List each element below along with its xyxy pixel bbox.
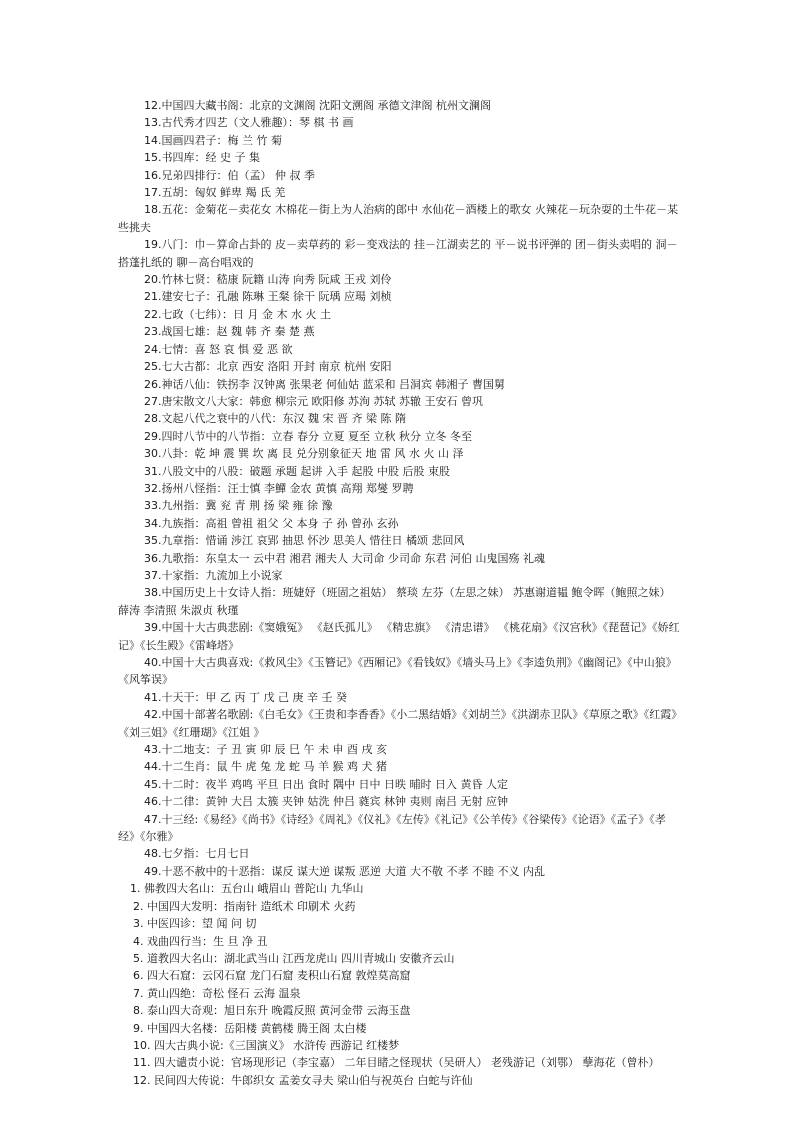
list-item: 23.战国七雄：赵 魏 韩 齐 秦 楚 燕 — [144, 325, 315, 339]
list-item: 29.四时八节中的八节指：立春 春分 立夏 夏至 立秋 秋分 立冬 冬至 — [144, 429, 472, 443]
list-item: 15.书四库：经 史 子 集 — [144, 151, 260, 165]
list-item: 46.十二律：黄钟 大吕 太簇 夹钟 姑洗 仲吕 蕤宾 林钟 夷则 南吕 无射 应钟 — [144, 795, 508, 809]
list-item: 26.神话八仙：铁拐李 汉钟离 张果老 何仙姑 蓝采和 吕洞宾 韩湘子 曹国舅 — [144, 377, 505, 391]
list-item: 14.国画四君子：梅 兰 竹 菊 — [144, 133, 282, 147]
list-item: 5. 道教四大名山：湖北武当山 江西龙虎山 四川青城山 安徽齐云山 — [133, 951, 455, 965]
list-item: 2. 中国四大发明：指南针 造纸术 印刷术 火药 — [133, 899, 356, 913]
list-item: 38.中国历史上十女诗人指：班婕妤（班固之祖姑） 蔡琰 左芬（左思之妹） 苏惠谢道韫 鲍令晖（鲍照之妹） 薛涛 李清照 朱淑贞 秋瑾 — [118, 586, 671, 617]
list-item: 28.文起八代之衰中的八代：东汉 魏 宋 晋 齐 梁 陈 隋 — [144, 412, 406, 426]
list-item: 39.中国十大古典悲剧:《窦娥冤》 《赵氏孤儿》 《精忠旗》 《清忠谱》 《桃花扇》《汉宫秋》《琵琶记》《娇红记》《长生殿》《雷峰塔》 — [118, 621, 680, 652]
list-item: 24.七情：喜 怒 哀 惧 爱 恶 欲 — [144, 342, 293, 356]
knowledge-list — [118, 97, 680, 1089]
list-item: 41.十天干：甲 乙 丙 丁 戊 己 庚 辛 壬 癸 — [144, 690, 347, 704]
list-item: 44.十二生肖：鼠 牛 虎 兔 龙 蛇 马 羊 猴 鸡 犬 猪 — [144, 760, 387, 774]
list-item: 18.五花：金菊花－卖花女 木棉花－街上为人治病的郎中 水仙花－酒楼上的歌女 火辣花－玩杂耍的土牛花－某些挑夫 — [118, 203, 678, 234]
list-item: 49.十恶不赦中的十恶指：谋反 谋大逆 谋叛 恶逆 大道 大不敬 不孝 不睦 不义 内乱 — [144, 864, 545, 878]
list-item: 30.八卦：乾 坤 震 巽 坎 离 艮 兑分别象征天 地 雷 风 水 火 山 泽 — [144, 447, 464, 461]
list-item: 37.十家指：九流加上小说家 — [144, 568, 283, 582]
list-item: 35.九章指：惜诵 涉江 哀郢 抽思 怀沙 思美人 惜往日 橘颂 悲回风 — [144, 534, 465, 548]
list-item: 27.唐宋散文八大家：韩愈 柳宗元 欧阳修 苏洵 苏轼 苏辙 王安石 曾巩 — [144, 394, 483, 408]
list-item: 6. 四大石窟：云冈石窟 龙门石窟 麦积山石窟 敦煌莫高窟 — [133, 969, 411, 983]
list-item: 8. 泰山四大奇观：旭日东升 晚霞反照 黄河金带 云海玉盘 — [133, 1004, 411, 1018]
list-item: 21.建安七子：孔融 陈琳 王粲 徐干 阮瑀 应瑒 刘桢 — [144, 290, 392, 304]
list-item: 10. 四大古典小说:《三国演义》 水浒传 西游记 红楼梦 — [133, 1038, 400, 1052]
list-item: 45.十二时：夜半 鸡鸣 平旦 日出 食时 隅中 日中 日昳 晡时 日入 黄昏 人定 — [144, 777, 508, 791]
list-item: 22.七政（七纬）：日 月 金 木 水 火 土 — [144, 307, 331, 321]
list-item: 34.九族指：高祖 曾祖 祖父 父 本身 子 孙 曾孙 玄孙 — [144, 516, 399, 530]
list-item: 12.中国四大藏书阁：北京的文渊阁 沈阳文溯阁 承德文津阁 杭州文澜阁 — [144, 99, 491, 112]
list-item: 47.十三经:《易经》《尚书》《诗经》《周礼》《仪礼》《左传》《礼记》《公羊传》《谷梁传》《论语》《孟子》《孝经》《尔雅》 — [118, 812, 666, 844]
list-item: 11. 四大谴责小说：官场现形记（李宝嘉） 二年目睹之怪现状（吴研人） 老残游记（刘鄂） 孽海花（曾朴） — [133, 1056, 660, 1070]
list-item: 25.七大古都：北京 西安 洛阳 开封 南京 杭州 安阳 — [144, 360, 392, 374]
list-item: 31.八股文中的八股：破题 承题 起讲 入手 起股 中股 后股 束股 — [144, 464, 450, 478]
list-item: 12. 民间四大传说：牛郎织女 孟姜女寻夫 梁山伯与祝英台 白蛇与许仙 — [133, 1073, 473, 1087]
list-item: 33.九州指：冀 兖 青 荆 扬 梁 雍 徐 豫 — [144, 499, 333, 513]
list-item: 19.八门：巾－算命占卦的 皮－卖草药的 彩－变戏法的 挂－江湖卖艺的 平－说书评弹的 团－街头卖唱的 洞－搭蓬扎纸的 聊－高台唱戏的 — [118, 238, 678, 269]
list-item: 48.七夕指：七月七日 — [144, 847, 250, 861]
list-item: 9. 中国四大名楼：岳阳楼 黄鹤楼 腾王阁 太白楼 — [133, 1021, 367, 1035]
list-item: 42.中国十部著名歌剧:《白毛女》《王贵和李香香》《小二黑结婚》《刘胡兰》《洪湖赤卫队》《草原之歌》《红霞》《刘三姐》《红珊瑚》《江姐 》 — [118, 708, 677, 739]
list-item: 40.中国十大古典喜戏:《救风尘》《玉簪记》《西厢记》《看钱奴》《墙头马上》《李逵负荆》《幽阁记》《中山狼》《风筝误》 — [118, 656, 677, 687]
list-item: 17.五胡：匈奴 鲜卑 羯 氐 羌 — [144, 186, 286, 200]
list-item: 13.古代秀才四艺（文人雅趣）：琴 棋 书 画 — [144, 116, 354, 130]
list-item: 32.扬州八怪指：汪士慎 李鱓 金农 黄慎 高翔 郑燮 罗聘 — [144, 481, 414, 495]
list-item: 1. 佛教四大名山：五台山 峨眉山 普陀山 九华山 — [130, 882, 364, 896]
list-item: 43.十二地支：子 丑 寅 卯 辰 巳 午 未 申 酉 戌 亥 — [144, 743, 387, 757]
list-item: 7. 黄山四绝：奇松 怪石 云海 温泉 — [133, 986, 301, 1000]
list-item: 4. 戏曲四行当：生 旦 净 丑 — [133, 934, 268, 948]
list-item: 20.竹林七贤：嵇康 阮籍 山涛 向秀 阮咸 王戎 刘伶 — [144, 273, 392, 287]
list-item: 3. 中医四诊：望 闻 问 切 — [133, 917, 257, 931]
list-item: 36.九歌指：东皇太一 云中君 湘君 湘夫人 大司命 少司命 东君 河伯 山鬼国殇 礼魂 — [144, 551, 545, 565]
list-item: 16.兄弟四排行：伯（孟） 仲 叔 季 — [144, 168, 315, 182]
